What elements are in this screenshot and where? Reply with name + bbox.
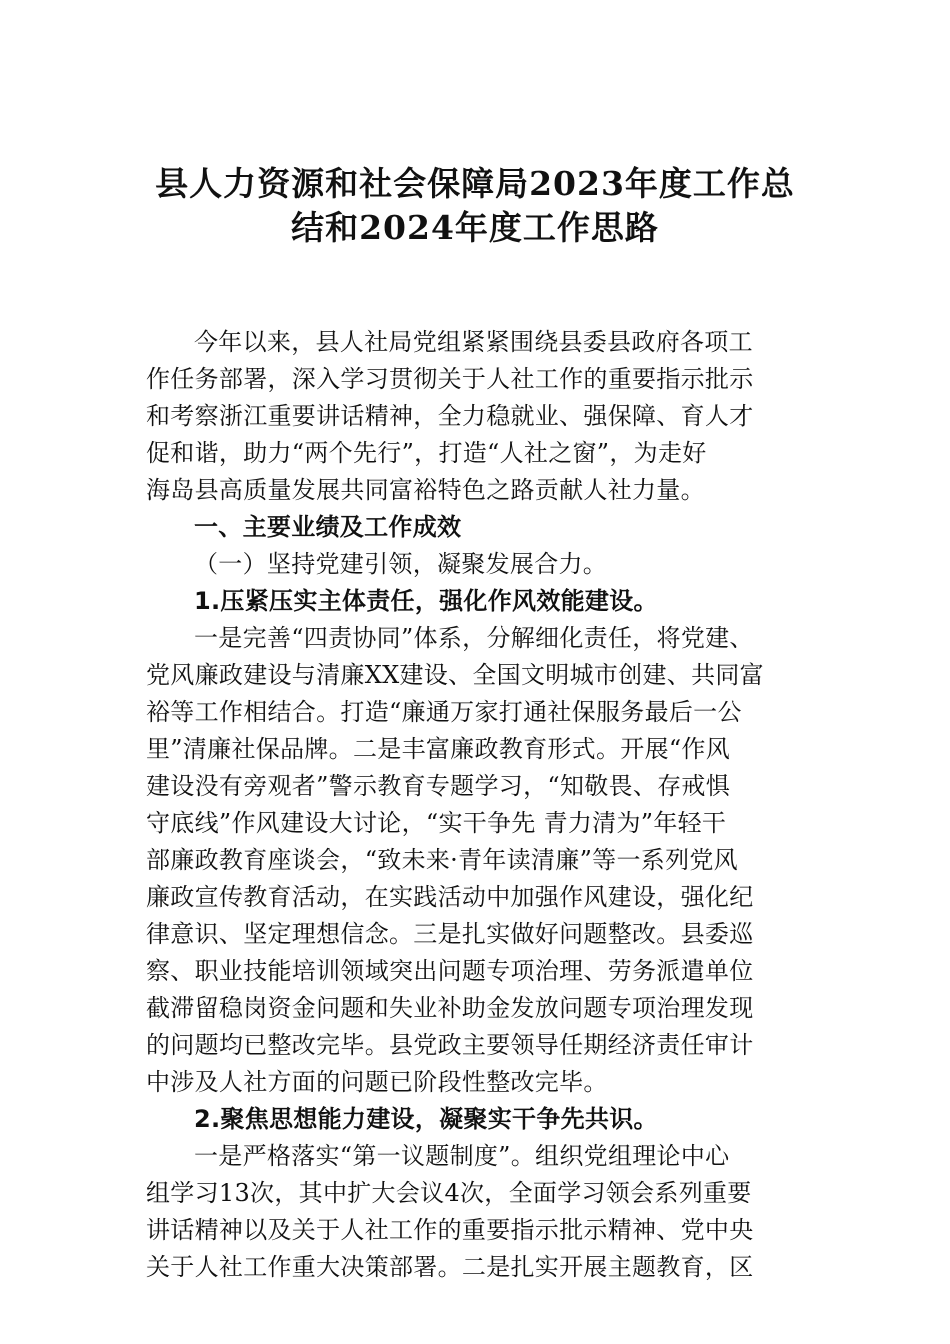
subsection-heading: （一）坚持党建引领，凝聚发展合力。 bbox=[194, 550, 608, 578]
paragraph-line: 今年以来，县人社局党组紧紧围绕县委县政府各项工 bbox=[194, 328, 753, 356]
paragraph-line: 廉政宣传教育活动，在实践活动中加强作风建设，强化纪 bbox=[146, 883, 754, 911]
paragraph-line: 律意识、坚定理想信念。三是扎实做好问题整改。县委巡 bbox=[146, 920, 754, 948]
paragraph-line: 作任务部署，深入学习贯彻关于人社工作的重要指示批示 bbox=[146, 365, 754, 393]
paragraph-line: 截滞留稳岗资金问题和失业补助金发放问题专项治理发现 bbox=[146, 994, 754, 1022]
paragraph-line: 关于人社工作重大决策部署。二是扎实开展主题教育，区 bbox=[146, 1253, 754, 1281]
paragraph-line: 裕等工作相结合。打造“廉通万家打通社保服务最后一公 bbox=[146, 698, 742, 726]
paragraph-line: 党风廉政建设与清廉XX建设、全国文明城市创建、共同富 bbox=[146, 661, 764, 689]
paragraph-line: 建设没有旁观者”警示教育专题学习，“知敬畏、存戒惧 bbox=[146, 772, 731, 800]
paragraph-line: 部廉政教育座谈会，“致未来·青年读清廉”等一系列党风 bbox=[146, 846, 738, 874]
item-heading: 2.聚焦思想能力建设，凝聚实干争先共识。 bbox=[194, 1105, 658, 1133]
paragraph-line: 组学习13次，其中扩大会议4次，全面学习领会系列重要 bbox=[146, 1179, 752, 1207]
paragraph-line: 守底线”作风建设大讨论，“实干争先 青力清为”年轻干 bbox=[146, 809, 727, 837]
paragraph-line: 海岛县高质量发展共同富裕特色之路贡献人社力量。 bbox=[146, 476, 705, 504]
paragraph-line: 一是严格落实“第一议题制度”。组织党组理论中心 bbox=[194, 1142, 730, 1170]
document-title-line-1: 县人力资源和社会保障局2023年度工作总 bbox=[155, 164, 795, 203]
document-body bbox=[146, 324, 826, 1286]
item-heading: 1.压紧压实主体责任，强化作风效能建设。 bbox=[194, 587, 658, 615]
paragraph-line: 中涉及人社方面的问题已阶段性整改完毕。 bbox=[146, 1068, 608, 1096]
paragraph-line: 讲话精神以及关于人社工作的重要指示批示精神、党中央 bbox=[146, 1216, 754, 1244]
paragraph-line: 里”清廉社保品牌。二是丰富廉政教育形式。开展“作风 bbox=[146, 735, 731, 763]
paragraph-line: 促和谐，助力“两个先行”，打造“人社之窗”，为走好 bbox=[146, 439, 707, 467]
paragraph-line: 的问题均已整改完毕。县党政主要领导任期经济责任审计 bbox=[146, 1031, 754, 1059]
paragraph-line: 和考察浙江重要讲话精神，全力稳就业、强保障、育人才 bbox=[146, 402, 754, 430]
document-title-line-2: 结和2024年度工作思路 bbox=[291, 208, 659, 247]
section-heading: 一、主要业绩及工作成效 bbox=[194, 513, 462, 541]
paragraph-line: 一是完善“四责协同”体系，分解细化责任，将党建、 bbox=[194, 624, 754, 652]
paragraph-line: 察、职业技能培训领域突出问题专项治理、劳务派遣单位 bbox=[146, 957, 754, 985]
